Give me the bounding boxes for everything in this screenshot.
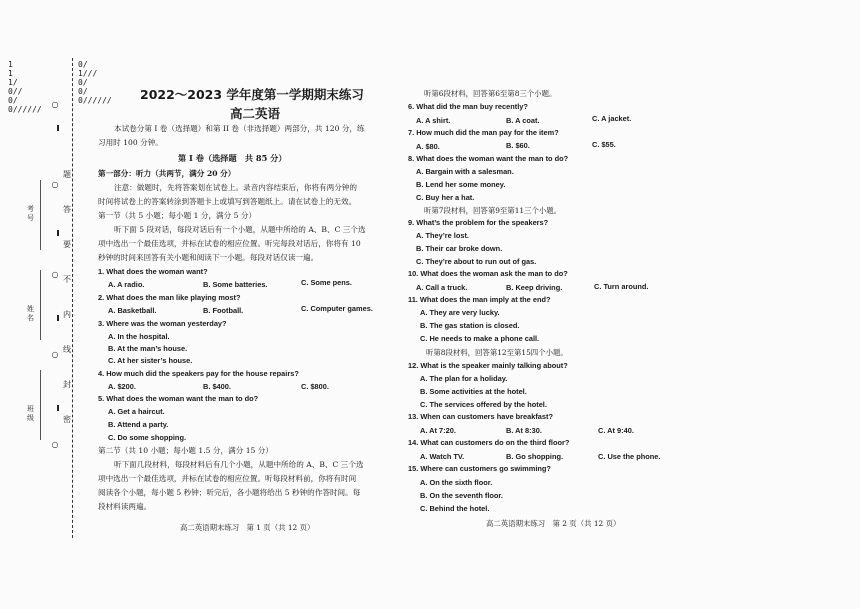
option-b[interactable]: B. Keep driving. — [506, 283, 563, 292]
option-c[interactable]: C. A jacket. — [592, 114, 632, 123]
question: 9. What’s the problem for the speakers? — [408, 218, 549, 227]
question: 8. What does the woman want the man to do? — [408, 154, 569, 163]
question: 14. What can customers do on the third floor? — [408, 438, 570, 447]
question: 13. When can customers have breakfast? — [408, 412, 553, 421]
option-a[interactable]: A. At 7:20. — [420, 426, 456, 435]
option-b[interactable]: B. On the seventh floor. — [420, 491, 503, 500]
option-a[interactable]: A. Get a haircut. — [108, 407, 165, 416]
seal-char: 不 — [63, 275, 71, 284]
question: 3. Where was the woman yesterday? — [98, 319, 227, 328]
option-a[interactable]: A. $200. — [108, 382, 136, 391]
option-b[interactable]: B. At the man’s house. — [108, 344, 188, 353]
edge-circle: ○ — [51, 350, 59, 359]
seal-char: 封 — [63, 380, 71, 389]
seal-char: 要 — [63, 240, 71, 249]
notice-line: 注意：做题时，先将答案划在试卷上。录音内容结束后，你将有两分钟的 — [114, 183, 357, 192]
option-a[interactable]: A. On the sixth floor. — [420, 478, 493, 487]
question: 1. What does the woman want? — [98, 267, 208, 276]
subsection-heading: 第一节（共 5 小题；每小题 1 分，满分 5 分） — [98, 211, 257, 220]
option-a[interactable]: A. The plan for a holiday. — [420, 374, 508, 383]
binding-strip — [0, 0, 112, 609]
edge-circle: ○ — [51, 180, 59, 189]
edge-circle: ○ — [51, 440, 59, 449]
left-slash-marks: 111/0//0/0////// — [8, 60, 42, 114]
option-a[interactable]: A. They are very lucky. — [420, 308, 500, 317]
option-b[interactable]: B. Go shopping. — [506, 452, 564, 461]
direction-line: 项中选出一个最佳选项，并标在试卷的相应位置。听每段材料前，你将有时间 — [98, 474, 357, 483]
class-label: 班级 — [27, 405, 34, 422]
option-c[interactable]: C. Buy her a hat. — [416, 193, 475, 202]
option-c[interactable]: C. Some pens. — [301, 278, 352, 287]
option-c[interactable]: C. At her sister’s house. — [108, 356, 193, 365]
option-c[interactable]: C. Use the phone. — [598, 452, 661, 461]
option-a[interactable]: A. In the hospital. — [108, 332, 170, 341]
margin-tick — [57, 315, 59, 321]
option-b[interactable]: B. Football. — [203, 306, 244, 315]
section-note: 听第8段材料，回答第12至第15四个小题。 — [426, 348, 568, 357]
name-field[interactable] — [27, 270, 41, 340]
margin-tick — [57, 230, 59, 236]
option-c[interactable]: C. Turn around. — [594, 282, 649, 291]
question: 10. What does the woman ask the man to do? — [408, 269, 568, 278]
edge-circle: ○ — [51, 270, 59, 279]
seal-char: 线 — [63, 345, 71, 354]
direction-line: 项中选出一个最佳选项，并标在试卷的相应位置。听完每段对话后，你将有 10 — [98, 239, 361, 248]
option-c[interactable]: C. At 9:40. — [598, 426, 634, 435]
option-a[interactable]: A. Watch TV. — [420, 452, 465, 461]
question: 2. What does the man like playing most? — [98, 293, 241, 302]
option-c[interactable]: C. $800. — [301, 382, 329, 391]
question: 4. How much did the speakers pay for the house repairs? — [98, 369, 299, 378]
option-b[interactable]: B. $400. — [203, 382, 231, 391]
option-a[interactable]: A. $80. — [416, 142, 440, 151]
option-c[interactable]: C. Computer games. — [301, 304, 373, 313]
direction-line: 阅读各个小题，每小题 5 秒钟；听完后，各小题将给出 5 秒钟的作答时间。每 — [98, 488, 361, 497]
seal-char: 答 — [63, 205, 71, 214]
intro-line: 本试卷分第 I 卷（选择题）和第 II 卷（非选择题）两部分，共 120 分，练 — [114, 124, 365, 133]
question: 7. How much did the man pay for the item? — [408, 128, 559, 137]
cut-line — [72, 58, 73, 538]
question: 15. Where can customers go swimming? — [408, 464, 551, 473]
option-c[interactable]: C. Behind the hotel. — [420, 504, 490, 513]
section-note: 听第7段材料，回答第9至第11三个小题。 — [424, 206, 562, 215]
option-c[interactable]: C. They’re about to run out of gas. — [416, 257, 537, 266]
direction-line: 秒钟的时间来回答有关小题和阅读下一小题。每段对话仅读一遍。 — [98, 253, 319, 262]
option-b[interactable]: B. Their car broke down. — [416, 244, 503, 253]
option-c[interactable]: C. $55. — [592, 140, 616, 149]
margin-tick — [57, 125, 59, 131]
edge-circle: ○ — [51, 100, 59, 109]
option-b[interactable]: B. $60. — [506, 141, 530, 150]
option-a[interactable]: A. They’re lost. — [416, 231, 469, 240]
option-a[interactable]: A. Basketball. — [108, 306, 157, 315]
option-b[interactable]: B. Some batteries. — [203, 280, 268, 289]
exam-number-label: 考号 — [27, 205, 34, 222]
seal-char: 密 — [63, 415, 71, 424]
option-c[interactable]: C. The services offered by the hotel. — [420, 400, 547, 409]
exam-subtitle: 高二英语 — [230, 106, 281, 121]
intro-line: 习用时 100 分钟。 — [98, 138, 163, 147]
direction-line: 段材料读两遍。 — [98, 502, 152, 511]
page-footer: 高二英语期末练习 第 1 页（共 12 页） — [180, 523, 315, 532]
option-c[interactable]: C. He needs to make a phone call. — [420, 334, 540, 343]
seal-char: 题 — [63, 170, 71, 179]
exam-number-field[interactable] — [27, 180, 41, 250]
margin-tick — [57, 405, 59, 411]
part-heading: 第一部分：听力（共两节，满分 20 分） — [98, 169, 236, 178]
option-b[interactable]: B. Some activities at the hotel. — [420, 387, 527, 396]
option-a[interactable]: A. Call a truck. — [416, 283, 468, 292]
option-b[interactable]: B. A coat. — [506, 116, 540, 125]
option-b[interactable]: B. The gas station is closed. — [420, 321, 520, 330]
option-b[interactable]: B. Attend a party. — [108, 420, 169, 429]
class-field[interactable] — [27, 370, 41, 440]
right-slash-marks: 0/1///0/0/0////// — [78, 60, 112, 105]
name-label: 姓名 — [27, 305, 34, 322]
subsection-heading: 第二节（共 10 小题；每小题 1.5 分，满分 15 分） — [98, 446, 273, 455]
section-note: 听第6段材料，回答第6至第8三个小题。 — [424, 89, 557, 98]
question: 12. What is the speaker mainly talking about? — [408, 361, 568, 370]
page-footer: 高二英语期末练习 第 2 页（共 12 页） — [486, 519, 621, 528]
seal-char: 内 — [63, 310, 71, 319]
question: 6. What did the man buy recently? — [408, 102, 528, 111]
option-a[interactable]: A. A shirt. — [416, 116, 451, 125]
option-b[interactable]: B. Lend her some money. — [416, 180, 506, 189]
section-heading: 第 I 卷（选择题 共 85 分） — [178, 153, 287, 163]
option-a[interactable]: A. Bargain with a salesman. — [416, 167, 514, 176]
question: 11. What does the man imply at the end? — [408, 295, 551, 304]
option-a[interactable]: A. A radio. — [108, 280, 145, 289]
notice-line: 时间将试卷上的答案转涂到答题卡上或填写到答题纸上。请在试卷上的无效。 — [98, 197, 357, 206]
option-b[interactable]: B. At 8:30. — [506, 426, 542, 435]
option-c[interactable]: C. Do some shopping. — [108, 433, 187, 442]
direction-line: 听下面 5 段对话，每段对话后有一个小题，从题中所给的 A、B、C 三个选 — [114, 225, 366, 234]
direction-line: 听下面几段材料，每段材料后有几个小题，从题中所给的 A、B、C 三个选 — [114, 460, 364, 469]
question: 5. What does the woman want the man to do? — [98, 394, 259, 403]
exam-title: 2022～2023 学年度第一学期期末练习 — [140, 87, 364, 102]
